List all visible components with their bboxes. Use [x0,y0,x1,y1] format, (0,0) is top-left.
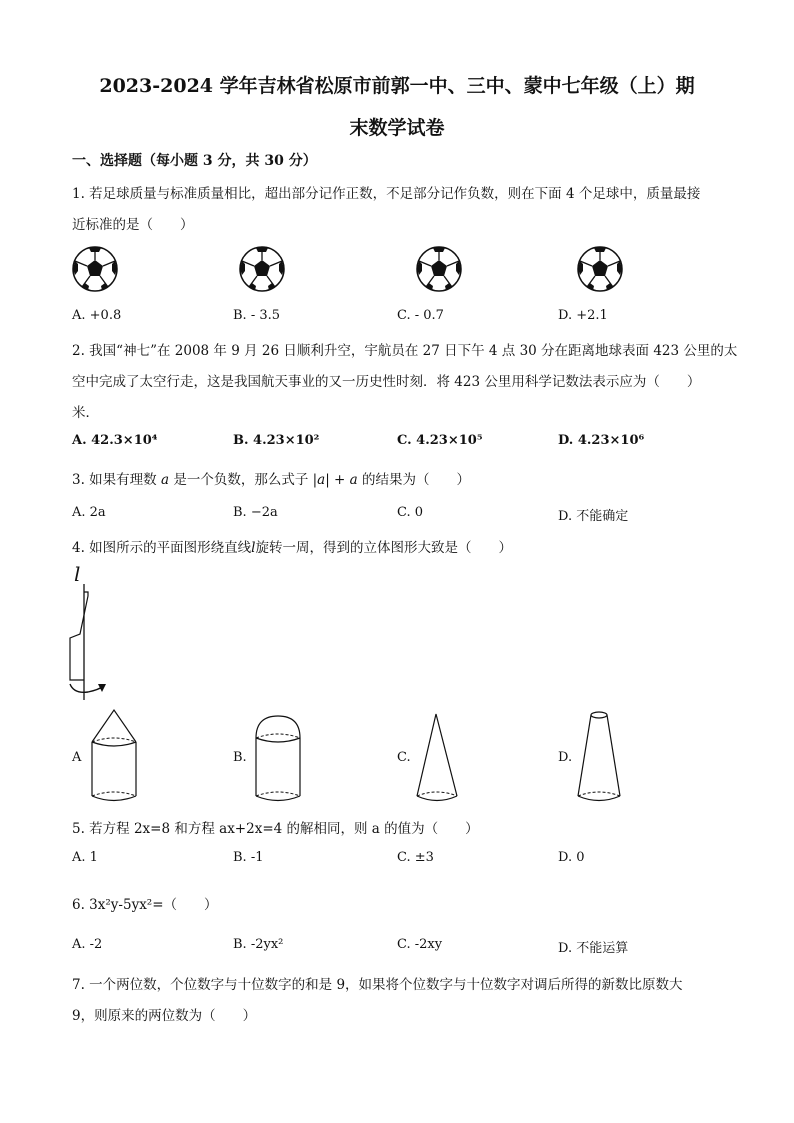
question-4-option-d: D. [558,750,573,765]
soccer-ball-d-image [576,245,624,293]
question-5-text: 5. 若方程 2x=8 和方程 ax+2x=4 的解相同，则 a 的值为（ ） [72,821,479,837]
soccer-ball-c-image [415,245,463,293]
document-title-line1: 2023-2024 学年吉林省松原市前郭一中、三中、蒙中七年级（上）期 [99,75,695,97]
question-5-option-a: A. 1 [72,850,98,865]
question-4-prefix: 4. 如图所示的平面图形绕直线 [72,540,252,556]
question-3-text [72,468,470,488]
question-4-option-b: B. [233,750,247,765]
question-5-option-c: C. ±3 [397,850,434,865]
question-3-expression: |a| + a [312,472,358,488]
question-1-option-a: A. +0.8 [72,308,122,323]
question-5-option-d: D. 0 [558,850,585,865]
solid-c-cone [414,712,460,808]
question-3-variable: a [160,472,170,488]
question-3-option-a: A. 2a [72,505,106,520]
question-3-option-c: C. 0 [397,505,424,520]
question-2-line3: 米． [72,405,99,421]
question-2-option-b: B. 4.23×10² [233,433,320,448]
question-6-option-d: D. 不能运算 [558,941,629,956]
question-4-text [72,536,512,556]
question-2-option-d: D. 4.23×10⁶ [558,433,645,448]
question-3-mid: 是一个负数，那么式子 [169,472,313,488]
rotation-plane-figure [60,582,120,702]
question-3-suffix: 的结果为（ ） [357,472,471,488]
question-2-line2: 空中完成了太空行走，这是我国航天事业的又一历史性时刻．将 423 公里用科学记数法表示应为（ ） [72,374,701,390]
question-5-option-b: B. -1 [233,850,264,865]
solid-d-frustum [574,708,624,808]
solid-b-dome-on-cylinder [252,712,304,808]
question-1-option-b: B. - 3.5 [233,308,281,323]
question-6-text: 6. 3x²y-5yx²=（ ） [72,897,218,913]
soccer-ball-a-image [71,245,119,293]
section-header: 一、选择题（每小题 3 分，共 30 分） [72,153,317,169]
document-title-line2: 末数学试卷 [349,117,445,139]
question-6-option-c: C. -2xy [397,937,443,952]
question-4-option-c: C. [397,750,411,765]
question-4-suffix: 旋转一周，得到的立体图形大致是（ ） [255,540,512,556]
question-6-option-a: A. -2 [72,937,103,952]
question-1-option-c: C. - 0.7 [397,308,444,323]
question-1-option-d: D. +2.1 [558,308,608,323]
question-3-option-b: B. −2a [233,505,278,520]
question-2-option-c: C. 4.23×10⁵ [397,433,483,448]
question-4-option-a: A [72,750,82,765]
question-2-line1: 2. 我国“神七”在 2008 年 9 月 26 日顺利升空，宇航员在 27 日下午 4 点 30 分在距离地球表面 423 公里的太 [72,343,738,359]
question-3-prefix: 3. 如果有理数 [72,472,161,488]
question-2-option-a: A. 42.3×10⁴ [72,433,158,448]
solid-a-cone-on-cylinder [88,708,140,808]
soccer-ball-b-image [238,245,286,293]
axis-label: l [74,562,81,586]
question-4-variable: l [251,540,256,556]
question-1-line1: 1. 若足球质量与标准质量相比，超出部分记作正数，不足部分记作负数，则在下面 4 个足球中，质量最接 [72,186,701,202]
question-3-option-d: D. 不能确定 [558,509,629,524]
question-7-line1: 7. 一个两位数，个位数字与十位数字的和是 9，如果将个位数字与十位数字对调后所得的新数比原数大 [72,977,683,993]
question-6-option-b: B. -2yx² [233,937,284,952]
question-1-line2: 近标准的是（ ） [72,217,194,233]
question-7-line2: 9，则原来的两位数为（ ） [72,1008,257,1024]
